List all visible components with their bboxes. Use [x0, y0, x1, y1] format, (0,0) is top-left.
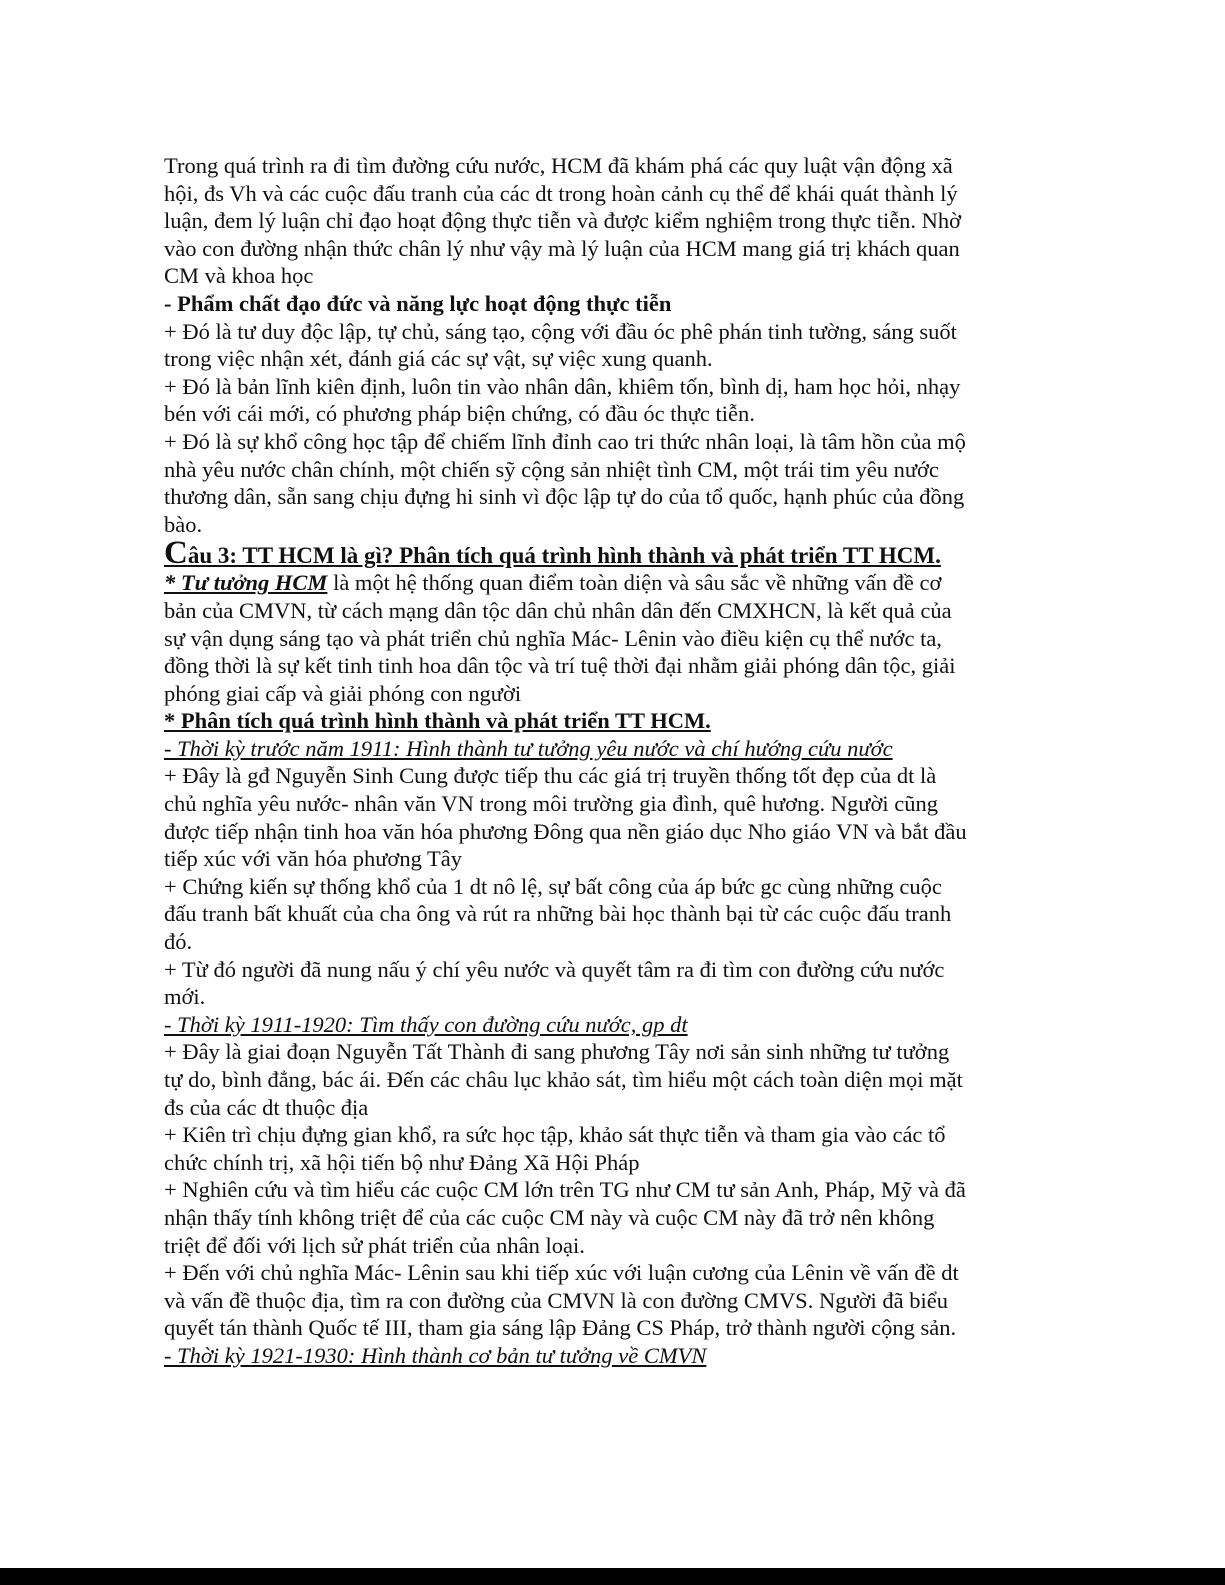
analysis-heading: * Phân tích quá trình hình thành và phát triển TT HCM. [164, 708, 711, 734]
period-1911-1920 [164, 1011, 1086, 1342]
text-line: và vấn đề thuộc địa, tìm ra con đường của CMVN là con đường CMVS. Người đã biểu [164, 1287, 949, 1313]
text-line: đs của các dt thuộc địa [164, 1094, 369, 1120]
text-line: bản của CMVN, từ cách mạng dân tộc dân chủ nhân dân đến CMXHCN, là kết quả của [164, 597, 952, 623]
text-line: + Đến với chủ nghĩa Mác- Lênin sau khi tiếp xúc với luận cương của Lênin về vấn đề dt [164, 1260, 959, 1286]
section-quality [164, 290, 1086, 538]
text-line: + Đó là tư duy độc lập, tự chủ, sáng tạo, cộng với đầu óc phê phán tinh tường, sáng suốt [164, 318, 957, 344]
text-line: hội, đs Vh và các cuộc đấu tranh của các dt trong hoàn cảnh cụ thể để khái quát thành lý [164, 180, 958, 206]
section-heading: - Phẩm chất đạo đức và năng lực hoạt động thực tiễn [164, 290, 672, 316]
text-line: vào con đường nhận thức chân lý như vậy mà lý luận của HCM mang giá trị khách quan [164, 235, 960, 261]
text-line: + Đó là bản lĩnh kiên định, luôn tin vào nhân dân, khiêm tốn, bình dị, ham học hỏi, nhạy [164, 373, 961, 399]
definition-label: * Tư tưởng HCM [164, 570, 328, 596]
text-line: + Đó là sự khổ công học tập để chiếm lĩnh đỉnh cao tri thức nhân loại, là tâm hồn của mộ [164, 428, 966, 454]
text-line: CM và khoa học [164, 263, 314, 289]
definition-text: là một hệ thống quan điểm toàn diện và sâu sắc về những vấn đề cơ [327, 570, 942, 596]
question-title [164, 535, 1086, 572]
text-line: + Đây là gđ Nguyễn Sinh Cung được tiếp thu các giá trị truyền thống tốt đẹp của dt là [164, 763, 937, 789]
page-bottom-border [0, 1568, 1225, 1585]
text-line: bén với cái mới, có phương pháp biện chứng, có đầu óc thực tiễn. [164, 401, 755, 427]
definition-first-line [164, 569, 1086, 597]
question-title-text: âu 3: TT HCM là gì? Phân tích quá trình hình thành và phát triển TT HCM. [187, 543, 941, 569]
text-line: nhận thấy tính không triệt để của các cuộc CM này và cuộc CM này đã trở nên không [164, 1204, 935, 1230]
text-line: chức chính trị, xã hội tiến bộ như Đảng Xã Hội Pháp [164, 1149, 640, 1175]
period-heading: - Thời kỳ 1921-1930: Hình thành cơ bản tư tưởng về CMVN [164, 1342, 707, 1368]
text-line: Trong quá trình ra đi tìm đường cứu nước, HCM đã khám phá các quy luật vận động xã [164, 153, 953, 178]
text-line: + Chứng kiến sự thống khổ của 1 dt nô lệ, sự bất công của áp bức gc cùng những cuộc [164, 873, 942, 899]
text-line: sự vận dụng sáng tạo và phát triển chủ nghĩa Mác- Lênin vào điều kiện cụ thể nước ta, [164, 625, 942, 651]
text-line: thương dân, sẵn sang chịu đựng hi sinh vì độc lập tự do của tổ quốc, hạnh phúc của đồng [164, 484, 965, 510]
text-line: + Nghiên cứu và tìm hiểu các cuộc CM lớn trên TG như CM tư sản Anh, Pháp, Mỹ và đã [164, 1177, 966, 1203]
text-line: đồng thời là sự kết tinh tinh hoa dân tộc và trí tuệ thời đại nhằm giải phóng dân tộc, giải [164, 653, 956, 679]
text-line: tiếp xúc với văn hóa phương Tây [164, 846, 463, 872]
document-page [164, 152, 1086, 1370]
text-line: + Từ đó người đã nung nấu ý chí yêu nước và quyết tâm ra đi tìm con đường cứu nước [164, 956, 945, 982]
text-line: luận, đem lý luận chỉ đạo hoạt động thực tiễn và được kiểm nghiệm trong thực tiễn. Nhờ [164, 208, 962, 234]
period-before-1911 [164, 735, 1086, 1011]
text-line: chủ nghĩa yêu nước- nhân văn VN trong môi trường gia đình, quê hương. Người cũng [164, 791, 938, 817]
text-line: phóng giai cấp và giải phóng con người [164, 680, 522, 706]
text-line: đấu tranh bất khuất của cha ông và rút ra những bài học thành bại từ các cuộc đấu tranh [164, 901, 952, 927]
period-1921-1930 [164, 1342, 1086, 1370]
intro-paragraph [164, 152, 1086, 290]
question-3 [164, 535, 1086, 735]
period-heading: - Thời kỳ 1911-1920: Tìm thấy con đường cứu nước, gp dt [164, 1011, 688, 1037]
question-dropcap: C [164, 535, 188, 572]
text-line: + Đây là giai đoạn Nguyễn Tất Thành đi sang phương Tây nơi sản sinh những tư tưởng [164, 1039, 950, 1065]
text-line: được tiếp nhận tinh hoa văn hóa phương Đông qua nền giáo dục Nho giáo VN và bắt đầu [164, 818, 967, 844]
text-line: đó. [164, 929, 193, 955]
period-heading: - Thời kỳ trước năm 1911: Hình thành tư tưởng yêu nước và chí hướng cứu nước [164, 735, 893, 761]
text-line: + Kiên trì chịu đựng gian khổ, ra sức học tập, khảo sát thực tiễn và tham gia vào các tổ [164, 1122, 946, 1148]
text-line: bào. [164, 511, 203, 537]
text-line: mới. [164, 984, 206, 1010]
text-line: triệt để đối với lịch sử phát triển của nhân loại. [164, 1232, 585, 1258]
text-line: tự do, bình đẳng, bác ái. Đến các châu lục khảo sát, tìm hiểu một cách toàn diện mọi mặt [164, 1067, 963, 1092]
text-line: trong việc nhận xét, đánh giá các sự vật, sự việc xung quanh. [164, 346, 713, 372]
text-line: nhà yêu nước chân chính, một chiến sỹ cộng sản nhiệt tình CM, một trái tim yêu nước [164, 456, 939, 482]
text-line: quyết tán thành Quốc tế III, tham gia sáng lập Đảng CS Pháp, trở thành người cộng sản. [164, 1315, 957, 1341]
